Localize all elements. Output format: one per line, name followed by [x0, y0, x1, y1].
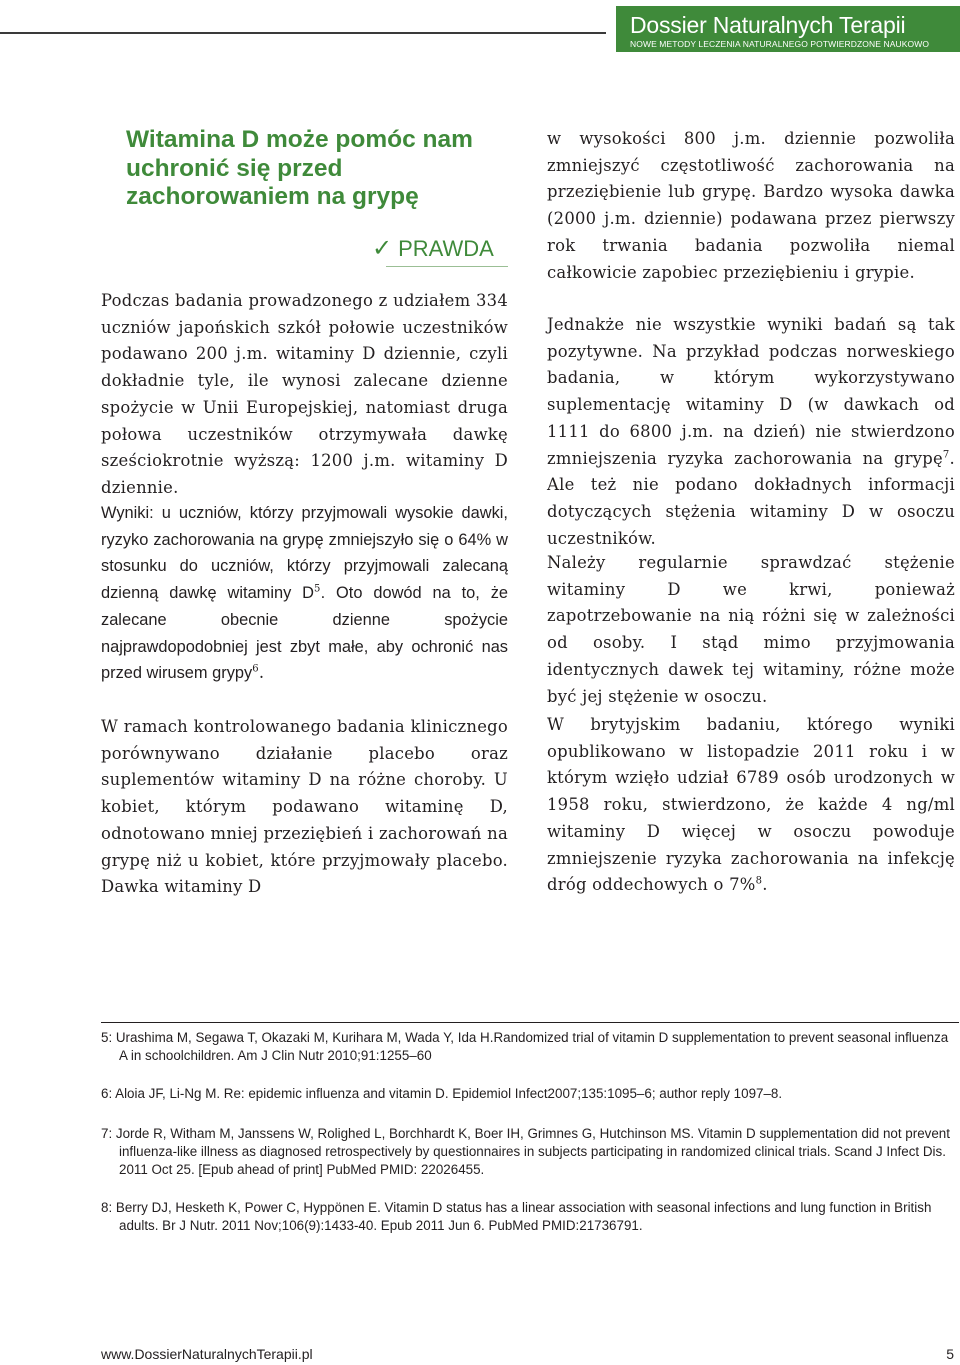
right-paragraph-2-text-a: Jednakże nie wszystkie wyniki badań są tak pozytywne.	[547, 315, 955, 361]
left-paragraph-1: Podczas badania prowadzonego z udziałem 334 uczniów japońskich szkół połowie uczestników podawano 200 j.m. witaminy D dziennie, czyli dokładnie tyle, ile wynosi zalecane dzienne spożycie w Unii Europejskiej, natomiast druga połowa uczestników otrzymywała dawkę sześciokrotnie wyższą: 1200 j.m. witaminy D dziennie.	[101, 291, 508, 497]
article-title: Witamina D może pomóc nam uchronić się przed zachorowaniem na grypę	[126, 126, 473, 210]
right-paragraph-4	[547, 712, 955, 899]
verdict-text: PRAWDA	[398, 236, 494, 261]
right-paragraph-3-text-a: Należy regularnie sprawdzać stężenie witaminy D we krwi, ponieważ zapotrzebowanie na nią różni się w zależności od osoby.	[547, 553, 955, 653]
left-paragraph-3	[101, 714, 508, 901]
header-rule	[0, 32, 606, 34]
right-paragraph-4-text-b: .	[762, 875, 768, 895]
footnote-ref-8: 8	[755, 875, 763, 887]
check-icon: ✓	[372, 235, 393, 262]
verdict-label	[372, 234, 508, 262]
verdict-underline	[386, 266, 508, 267]
left-paragraph-2	[101, 500, 508, 687]
page-number: 5	[946, 1346, 954, 1362]
right-paragraph-3	[547, 550, 955, 710]
left-paragraph-2-text-a: Wyniki: u uczniów, którzy przyjmowali wysokie dawki, ryzyko zachorowania na grypę zmniejszyło się o 64% w stosunku do uczniów, którzy przyjmowali zalecaną dzienną dawkę witaminy D	[101, 504, 508, 603]
footnote-ref-6: 6	[252, 663, 259, 675]
left-paragraph-3-text-b: U kobiet, którym podawano witaminę D, odnotowano mniej przeziębień i zachorowań na grypę niż u kobiet, które przyjmowały placebo. Dawka witaminy D	[101, 770, 508, 897]
right-paragraph-2	[547, 312, 955, 552]
left-paragraph-2-text-b: . Oto dowód na to, że zalecane obecnie dzienne spożycie najprawdopodobniej jest zbyt małe, aby ochronić nas przed wirusem grypy	[101, 584, 509, 683]
right-paragraph-1: w wysokości 800 j.m. dziennie pozwoliła zmniejszyć częstotliwość zachorowania na przeziębienie lub grypę. Bardzo wysoka dawka (2000 j.m. dziennie) podawana przez pierwszy rok trwania badania pozwoliła niemal całkowicie zapobiec przeziębieniu i grypie.	[547, 129, 955, 282]
brand-title: Dossier Naturalnych Terapii	[630, 12, 906, 38]
reference-7: 7: Jorde R, Witham M, Janssens W, Rolighed L, Borchhardt K, Boer IH, Grimnes G, Hutchinson MS. Vitamin D supplementation did not prevent influenza-like illness as diagnosed retrospectively by questionnaires in subjects participating in randomized clinical trials. Scand J Infect Dis. 2011 Oct 25. [Epub ahead of print] PubMed PMID: 22026455.	[101, 1126, 950, 1177]
right-paragraph-4-text-a: W brytyjskim badaniu, którego wyniki opublikowano w listopadzie 2011 roku i w którym wzięło udział 6789 osób urodzonych w 1958 roku, stwierdzono, że każde 4 ng/ml witaminy D więcej w osoczu powoduje zmniejszenie ryzyka zachorowania na infekcję dróg oddechowych o 7%	[547, 715, 955, 895]
right-paragraph-2-text-c: . Ale też nie podano dokładnych informacji dotyczących stężenia witaminy D w osoczu uczestników.	[547, 448, 955, 548]
right-paragraph-3-text-b: I stąd mimo przyjmowania identycznych dawek tej witaminy, różne może być jej stężenie w osoczu.	[547, 633, 955, 706]
reference-8: 8: Berry DJ, Hesketh K, Power C, Hyppönen E. Vitamin D status has a linear association with seasonal infections and lung function in British adults. Br J Nutr. 2011 Nov;106(9):1433-40. Epub 2011 Jun 6. PubMed PMID:21736791.	[101, 1200, 932, 1233]
right-paragraph-2-text-b: Na przykład podczas norweskiego badania, w którym wykorzystywano suplementację witaminy D (w dawkach od 1111 do 6800 j.m. na dzień) nie stwierdzono zmniejszenia ryzyka zachorowania na grypę	[547, 341, 955, 468]
left-paragraph-2-text-c: .	[258, 663, 265, 683]
left-paragraph-3-text-a: W ramach kontrolowanego badania klinicznego porównywano działanie placebo oraz suplementów witaminy D na różne choroby.	[101, 717, 508, 790]
brand-tagline: NOWE METODY LECZENIA NATURALNEGO POTWIERDZONE NAUKOWO	[630, 39, 930, 49]
references-list	[101, 1022, 959, 1233]
brand-banner[interactable]	[616, 6, 960, 52]
footnote-ref-7: 7	[942, 449, 950, 461]
footnote-ref-5: 5	[314, 583, 321, 595]
footer-url[interactable]: www.DossierNaturalnychTerapii.pl	[101, 1346, 313, 1362]
reference-5: 5: Urashima M, Segawa T, Okazaki M, Kurihara M, Wada Y, Ida H.Randomized trial of vitamin D supplementation to prevent seasonal influenza A in schoolchildren. Am J Clin Nutr 2010;91:1255–60	[101, 1030, 949, 1063]
reference-6: 6: Aloia JF, Li-Ng M. Re: epidemic influenza and vitamin D. Epidemiol Infect2007;135:1095–6; author reply 1097–8.	[101, 1086, 783, 1101]
